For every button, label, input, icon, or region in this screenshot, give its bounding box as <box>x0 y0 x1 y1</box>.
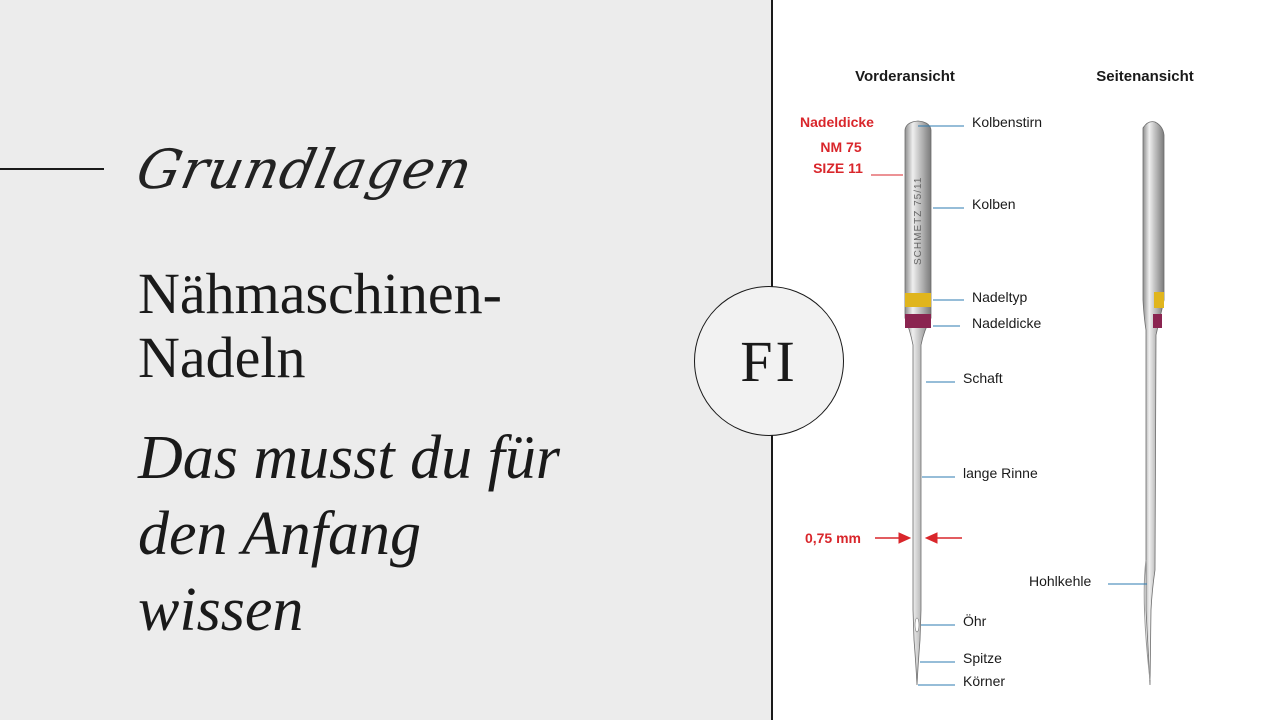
diameter-measurement: 0,75 mm <box>804 530 862 546</box>
title-line-2: Nadeln <box>138 325 306 390</box>
label-oehr: Öhr <box>963 613 987 629</box>
needle-thickness-heading: Nadeldicke <box>800 114 874 130</box>
size-value: SIZE 11 <box>813 160 863 176</box>
page-subtitle <box>138 420 698 648</box>
needle-engraving: SCHMETZ 75/11 <box>913 176 924 265</box>
needle-thickness-band <box>905 314 931 328</box>
page-title <box>138 262 502 390</box>
front-view-title: Vorderansicht <box>855 68 955 85</box>
label-koerner: Körner <box>963 673 1006 689</box>
label-hohlkehle: Hohlkehle <box>1029 573 1092 589</box>
monogram-text: FI <box>740 328 798 394</box>
title-line-1: Nähmaschinen- <box>138 261 502 326</box>
nm-value: NM 75 <box>820 139 862 155</box>
needle-type-band <box>905 293 931 307</box>
subtitle-line-2: den Anfang <box>138 500 421 568</box>
subtitle-line-1: Das musst du für <box>138 424 561 492</box>
needle-diagram <box>773 0 1280 720</box>
label-schaft: Schaft <box>963 370 1003 386</box>
decorative-line <box>0 168 104 170</box>
side-type-band <box>1154 292 1164 308</box>
needle-eye <box>915 618 919 632</box>
side-view-title: Seitenansicht <box>1096 68 1194 85</box>
front-needle <box>905 121 931 685</box>
label-nadeltyp: Nadeltyp <box>972 289 1028 305</box>
side-thickness-band <box>1153 314 1162 328</box>
subtitle-line-3: wissen <box>138 576 304 644</box>
label-kolben: Kolben <box>972 196 1016 212</box>
label-lange-rinne: lange Rinne <box>963 465 1038 481</box>
label-kolbenstirn: Kolbenstirn <box>972 114 1043 130</box>
side-needle <box>1143 122 1164 685</box>
label-nadeldicke: Nadeldicke <box>972 315 1042 331</box>
label-spitze: Spitze <box>963 650 1002 666</box>
kicker-text: Grundlagen <box>131 138 479 201</box>
